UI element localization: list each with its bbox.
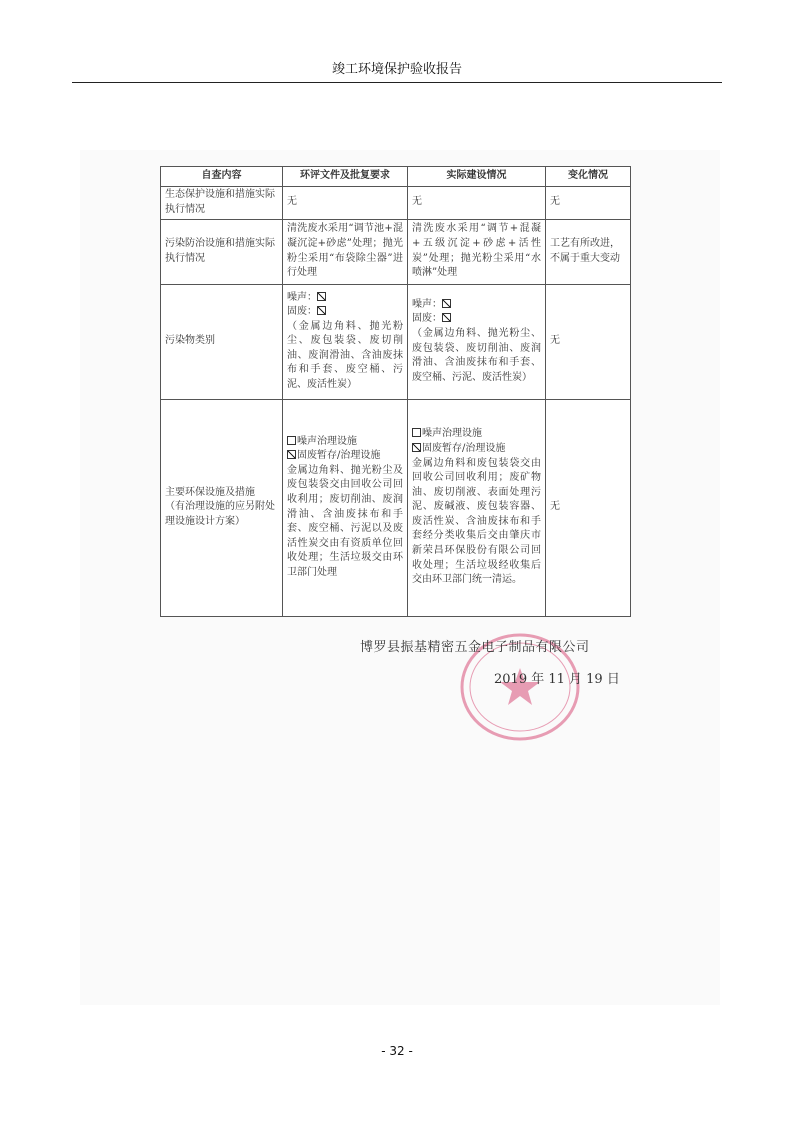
cell-item: 污染防治设施和措施实际执行情况 bbox=[161, 219, 283, 284]
checked-checkbox-icon bbox=[317, 306, 326, 315]
cell-item bbox=[161, 399, 283, 616]
cell-eia bbox=[283, 284, 408, 399]
cell-change: 无 bbox=[546, 399, 631, 616]
table-header-row bbox=[161, 167, 631, 187]
checked-checkbox-icon bbox=[412, 443, 421, 452]
sign-date: 2019 年 11 月 19 日 bbox=[494, 672, 620, 687]
item-note: （有治理设施的应另附处理设施设计方案） bbox=[165, 501, 275, 527]
disposal-description: 金属边角料、抛光粉尘及废包装袋交由回收公司回收利用；废切削油、废润滑油、含油废抹布和手套、废空桶、污泥以及废活性炭交由有资质单位回收处理；生活垃圾交由环卫部门处理 bbox=[287, 464, 403, 578]
header-eia-requirement: 环评文件及批复要求 bbox=[283, 167, 408, 187]
table-row bbox=[161, 219, 631, 284]
cell-eia bbox=[283, 399, 408, 616]
checked-checkbox-icon bbox=[442, 313, 451, 322]
solid-facility-label: 固废暂存/治理设施 bbox=[422, 442, 506, 454]
cell-change: 无 bbox=[546, 284, 631, 399]
header-self-check-item: 自查内容 bbox=[161, 167, 283, 187]
header-actual-construction: 实际建设情况 bbox=[408, 167, 546, 187]
checked-checkbox-icon bbox=[287, 450, 296, 459]
pollutant-list: （金属边角料、抛光粉尘、废包装袋、废切削油、废润滑油、含油废抹布和手套、废空桶、污泥、废活性炭） bbox=[287, 320, 403, 391]
unchecked-checkbox-icon bbox=[412, 428, 421, 437]
solid-facility-line bbox=[412, 442, 541, 457]
company-name: 博罗县振基精密五金电子制品有限公司 bbox=[360, 640, 590, 655]
solid-waste-label: 固废： bbox=[287, 306, 317, 318]
solid-waste-line bbox=[412, 312, 541, 327]
cell-actual: 清洗废水采用“调节+混凝+五级沉淀+砂虑+活性炭”处理；抛光粉尘采用“水喷淋”处理 bbox=[408, 219, 546, 284]
cell-item: 生态保护设施和措施实际执行情况 bbox=[161, 186, 283, 219]
pollutant-list: （金属边角料、抛光粉尘、废包装袋、废切削油、废润滑油、含油废抹布和手套、废空桶、污泥、废活性炭） bbox=[412, 328, 541, 383]
noise-line bbox=[412, 298, 541, 313]
cell-item: 污染物类别 bbox=[161, 284, 283, 399]
cell-eia: 清洗废水采用“调节池+混凝沉淀+砂虑”处理；抛光粉尘采用“布袋除尘器”进行处理 bbox=[283, 219, 408, 284]
table-row bbox=[161, 399, 631, 616]
noise-facility-label: 噪声治理设施 bbox=[297, 435, 357, 447]
cell-actual bbox=[408, 399, 546, 616]
table-row bbox=[161, 284, 631, 399]
solid-waste-line bbox=[287, 305, 403, 320]
table-row bbox=[161, 186, 631, 219]
solid-facility-label: 固废暂存/治理设施 bbox=[297, 450, 381, 462]
cell-eia: 无 bbox=[283, 186, 408, 219]
cell-actual: 无 bbox=[408, 186, 546, 219]
page-number: - 32 - bbox=[381, 1044, 413, 1058]
noise-label: 噪声： bbox=[287, 291, 317, 303]
self-check-table bbox=[160, 166, 631, 617]
solid-waste-label: 固废： bbox=[412, 313, 442, 325]
checked-checkbox-icon bbox=[442, 299, 451, 308]
item-title: 主要环保设施及措施 bbox=[165, 486, 255, 498]
noise-label: 噪声： bbox=[412, 298, 442, 310]
noise-line bbox=[287, 291, 403, 306]
header-change-status: 变化情况 bbox=[546, 167, 631, 187]
noise-facility-label: 噪声治理设施 bbox=[422, 428, 482, 440]
disposal-description: 金属边角料和废包装袋交由回收公司回收利用；废矿物油、废切削液、表面处理污泥、废碱液、废包装容器、废活性炭、含油废抹布和手套经分类收集后交由肇庆市新荣昌环保股份有限公司回收处理；生活垃圾经收集后交由环卫部门统一清运。 bbox=[412, 457, 541, 586]
cell-change: 工艺有所改进，不属于重大变动 bbox=[546, 219, 631, 284]
unchecked-checkbox-icon bbox=[287, 436, 296, 445]
noise-facility-line bbox=[412, 427, 541, 442]
cell-change: 无 bbox=[546, 186, 631, 219]
cell-actual bbox=[408, 284, 546, 399]
solid-facility-line bbox=[287, 449, 403, 464]
noise-facility-line bbox=[287, 435, 403, 450]
checked-checkbox-icon bbox=[317, 292, 326, 301]
page-header: 竣工环境保护验收报告 bbox=[72, 58, 722, 83]
